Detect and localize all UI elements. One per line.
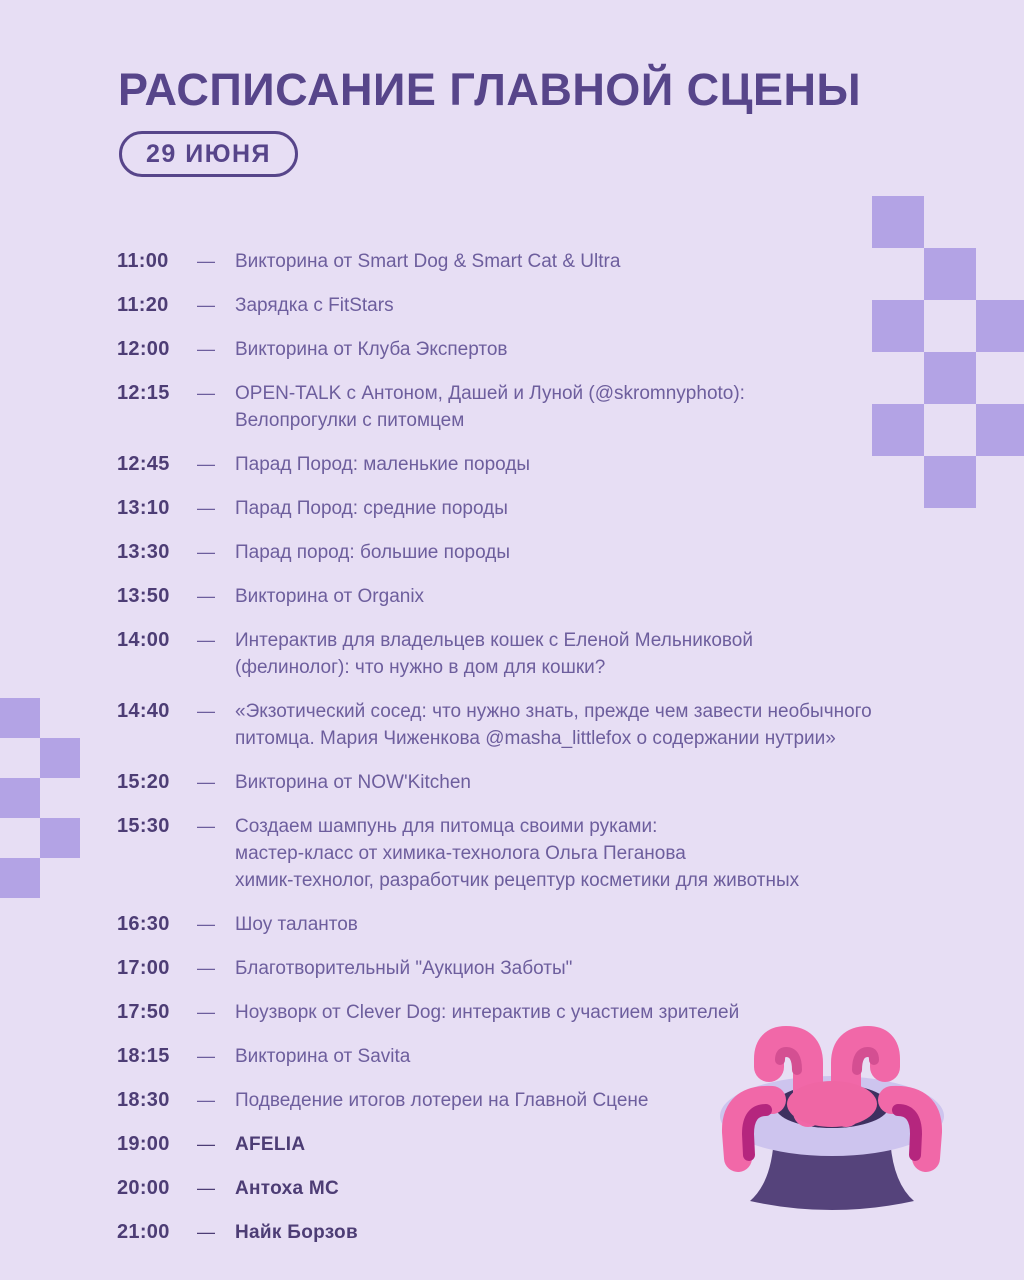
pixel-square [872, 300, 924, 352]
event-title: OPEN-TALK с Антоном, Дашей и Луной (@skromnyphoto): Велопрогулки с питомцем [235, 383, 745, 431]
event-time: 14:00 [117, 629, 170, 651]
event-time: 18:30 [117, 1089, 170, 1111]
event-title: Интерактив для владельцев кошек с Еленой Мельниковой (фелинолог): что нужно в дом для кошки? [235, 630, 753, 678]
dash-separator: — [197, 1134, 215, 1154]
dash-separator: — [197, 630, 215, 650]
dash-separator: — [197, 1002, 215, 1022]
schedule-row [117, 698, 872, 752]
event-title: Благотворительный "Аукцион Заботы" [235, 958, 573, 979]
schedule-row [117, 539, 872, 566]
pixel-square [40, 738, 80, 778]
schedule-row [117, 336, 872, 363]
dash-separator: — [197, 498, 215, 518]
event-time: 18:15 [117, 1045, 170, 1067]
pixel-square [976, 404, 1024, 456]
dash-separator: — [197, 454, 215, 474]
dash-separator: — [197, 1090, 215, 1110]
event-time: 13:30 [117, 541, 170, 563]
event-time: 19:00 [117, 1133, 170, 1155]
pixel-square [872, 196, 924, 248]
event-title: Викторина от NOW'Kitchen [235, 772, 471, 793]
event-time: 11:20 [117, 294, 169, 316]
dash-separator: — [197, 339, 215, 359]
event-time: 13:50 [117, 585, 170, 607]
event-time: 12:00 [117, 338, 170, 360]
event-title: Парад Пород: средние породы [235, 498, 508, 519]
event-time: 14:40 [117, 700, 170, 722]
event-time: 16:30 [117, 913, 170, 935]
event-title: Зарядка с FitStars [235, 295, 394, 316]
event-time: 11:00 [117, 250, 169, 272]
event-title: «Экзотический сосед: что нужно знать, прежде чем завести необычного питомца. Мария Чиженкова @masha_littlefox о содержании нутрии» [235, 701, 872, 749]
event-time: 12:45 [117, 453, 170, 475]
pixel-square [0, 858, 40, 898]
event-title: Парад Пород: маленькие породы [235, 454, 531, 475]
dash-separator: — [197, 251, 215, 271]
event-title: Викторина от Клуба Экспертов [235, 339, 508, 360]
schedule-row [117, 955, 872, 982]
dash-separator: — [197, 816, 215, 836]
rabbit-in-magic-hat-illustration [690, 1020, 1024, 1280]
dash-separator: — [197, 295, 215, 315]
dash-separator: — [197, 701, 215, 721]
pixel-square [924, 456, 976, 508]
pixel-square [872, 404, 924, 456]
schedule-row [117, 769, 872, 796]
schedule-row [117, 583, 872, 610]
event-time: 17:50 [117, 1001, 170, 1023]
dash-separator: — [197, 1046, 215, 1066]
pixel-square [0, 778, 40, 818]
event-time: 21:00 [117, 1221, 170, 1243]
pixel-square [0, 698, 40, 738]
schedule-row [117, 292, 872, 319]
schedule-row [117, 380, 872, 434]
pixel-square [924, 352, 976, 404]
event-title: Создаем шампунь для питомца своими руками: мастер-класс от химика-технолога Ольга Пеганова химик-технолог, разработчик рецептур косметики для животных [235, 816, 800, 891]
event-title: Антоха МС [235, 1178, 340, 1199]
dash-separator: — [197, 914, 215, 934]
dash-separator: — [197, 542, 215, 562]
event-title: Викторина от Organix [235, 586, 425, 607]
schedule-row [117, 248, 872, 275]
date-badge: 29 ИЮНЯ [119, 131, 298, 177]
schedule-row [117, 451, 872, 478]
dash-separator: — [197, 1222, 215, 1242]
event-title: Викторина от Smart Dog & Smart Cat & Ultra [235, 251, 621, 272]
dash-separator: — [197, 586, 215, 606]
dash-separator: — [197, 383, 215, 403]
dash-separator: — [197, 958, 215, 978]
event-time: 15:20 [117, 771, 170, 793]
schedule-row [117, 813, 872, 894]
pixel-square [924, 248, 976, 300]
rabbit-head [787, 1081, 877, 1127]
page-title: РАСПИСАНИЕ ГЛАВНОЙ СЦЕНЫ [118, 64, 862, 115]
schedule-row [117, 495, 872, 522]
event-time: 15:30 [117, 815, 170, 837]
dash-separator: — [197, 772, 215, 792]
event-title: Подведение итогов лотереи на Главной Сцене [235, 1090, 649, 1111]
pixel-square [976, 300, 1024, 352]
schedule-row [117, 627, 872, 681]
event-time: 13:10 [117, 497, 170, 519]
dash-separator: — [197, 1178, 215, 1198]
event-title: Парад пород: большие породы [235, 542, 510, 563]
pixel-square [40, 818, 80, 858]
event-time: 12:15 [117, 382, 170, 404]
schedule-row [117, 911, 872, 938]
event-title: Викторина от Savita [235, 1046, 411, 1067]
event-title: Ноузворк от Clever Dog: интерактив с участием зрителей [235, 1002, 740, 1023]
event-title: Шоу талантов [235, 914, 358, 935]
event-title: Найк Борзов [235, 1222, 358, 1243]
event-time: 17:00 [117, 957, 170, 979]
event-title: AFELIA [235, 1134, 306, 1155]
event-time: 20:00 [117, 1177, 170, 1199]
